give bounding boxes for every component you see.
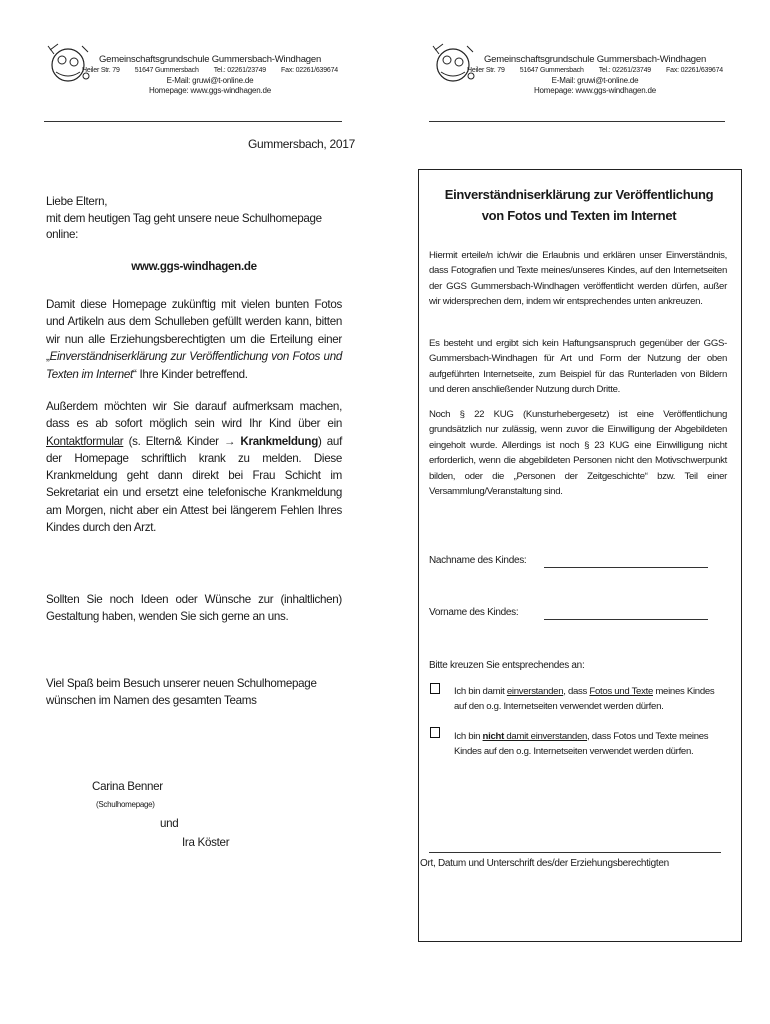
- school-tel: Tel.: 02261/23749: [213, 67, 266, 74]
- sick-note-link[interactable]: Krankmeldung: [240, 434, 318, 448]
- form-para-liability: Es besteht und ergibt sich kein Haftungsanspruch gegenüber der GGS-Gummersbach-Windhagen für Art und Form der Nutzung der oben aufgeführten Internetseite, zum Beispiel für das Runterladen von Bildern und deren anschließender Nutzung durch Dritte.: [429, 338, 727, 396]
- letter-intro: [46, 194, 342, 244]
- school-fax: Fax: 02261/639674: [666, 67, 723, 74]
- school-fax: Fax: 02261/639674: [281, 67, 338, 74]
- school-address-row: [80, 66, 340, 76]
- refusal-checkbox[interactable]: [430, 727, 440, 738]
- opt1-text-a: Ich bin damit: [454, 686, 507, 697]
- p1-emphasis: Einverständniserklärung zur Veröffentlichung von Fotos und Texten im Internet: [46, 350, 342, 381]
- school-email: E-Mail: gruwi@t-online.de: [551, 76, 639, 85]
- school-city: 51647 Gummersbach: [519, 67, 584, 74]
- signature-role-1: (Schulhomepage): [96, 800, 155, 809]
- intro-line: mit dem heutigen Tag geht unsere neue Schulhomepage online:: [46, 211, 322, 241]
- letter-header: [80, 54, 340, 96]
- opt2-text-a: Ich bin: [454, 731, 483, 742]
- opt2-text-b: , dass Fotos und Texte meines Kindes auf den o.g. Internetseiten verwendet werden dürfen.: [454, 731, 709, 758]
- school-name: Gemeinschaftsgrundschule Gummersbach-Windhagen: [98, 54, 322, 65]
- p1-text-b: “ Ihre Kinder betreffend.: [132, 367, 248, 381]
- school-street: Heiler Str. 79: [467, 67, 505, 74]
- paragraph-homepage: [46, 296, 342, 383]
- school-name: Gemeinschaftsgrundschule Gummersbach-Windhagen: [483, 54, 707, 65]
- header-divider: [429, 121, 725, 122]
- school-tel: Tel.: 02261/23749: [598, 67, 651, 74]
- signature-input-line[interactable]: [429, 852, 721, 853]
- consent-option-text: [454, 684, 726, 715]
- p2-text-c: ) auf der Homepage schriftlich krank zu melden. Diese Krankmeldung geht dann direkt bei Frau Schicht im Sekretariat ein und ersetzt eine telefonische Krankmeldung am Morgen, nicht aber ein Attest bei längerem Fehlen Ihres Kindes durch den Arzt.: [46, 434, 342, 535]
- firstname-label: Vorname des Kindes:: [429, 607, 519, 618]
- homepage-url[interactable]: www.ggs-windhagen.de: [131, 260, 257, 273]
- p1-text-a: Damit diese Homepage zukünftig mit vielen bunten Fotos und Artikeln aus dem Schulleben gefüllt werden kann, bitten wir nun alle Erziehungsberechtigten um die Erteilung einer „: [46, 298, 342, 364]
- contact-form-link[interactable]: Kontaktformular: [46, 434, 124, 448]
- school-homepage: Homepage: www.ggs-windhagen.de: [148, 86, 272, 95]
- p2-text-a: Außerdem möchten wir Sie darauf aufmerksam machen, dass es ab sofort möglich sein wird Ihr Kind über ein: [46, 400, 342, 431]
- school-homepage: Homepage: www.ggs-windhagen.de: [533, 86, 657, 95]
- signature-and: und: [160, 817, 179, 830]
- opt2-bold: nicht: [482, 731, 504, 742]
- form-title-line-2: von Fotos und Texten im Internet: [481, 208, 677, 223]
- place-date: Gummersbach, 2017: [248, 137, 355, 151]
- school-street: Heiler Str. 79: [82, 67, 120, 74]
- signature-name-2: Ira Köster: [182, 836, 230, 849]
- lastname-label: Nachname des Kindes:: [429, 555, 527, 566]
- opt1-text-c: meines Kindes auf den o.g. Internetseiten verwendet werden dürfen.: [454, 686, 715, 713]
- opt1-underline-1: einverstanden: [506, 686, 564, 697]
- salutation: Liebe Eltern,: [46, 195, 108, 208]
- paragraph-ideas: Sollten Sie noch Ideen oder Wünsche zur (inhaltlichen) Gestaltung haben, wenden Sie sich gerne an uns.: [46, 593, 342, 623]
- signature-name-1: Carina Benner: [92, 780, 163, 793]
- p2-text-b: (s. Eltern& Kinder →: [123, 434, 241, 448]
- form-para-law: Noch § 22 KUG (Kunsturhebergesetz) ist eine Veröffentlichung grundsätzlich nur zulässig, wenn zuvor die Einwilligung der Abgebildeten eingeholt wurde. Allerdings ist noch § 23 KUG eine Einwilligung nicht erforderlich, wenn die abgebildeten Personen nicht den Motivschwerpunkt bilden, oder die „Personen der Zeitgeschichte“ bzw. Teil einer Versammlung/Veranstaltung sind.: [429, 409, 727, 498]
- lastname-input-line[interactable]: [544, 567, 708, 568]
- check-prompt: Bitte kreuzen Sie entsprechendes an:: [429, 660, 585, 671]
- header-divider: [44, 121, 342, 122]
- signature-label: Ort, Datum und Unterschrift des/der Erziehungsberechtigten: [420, 858, 669, 869]
- form-header: [465, 54, 725, 96]
- form-title: [418, 184, 740, 226]
- opt1-underline-2: Fotos und Texte: [589, 686, 653, 697]
- consent-checkbox[interactable]: [430, 683, 440, 694]
- school-city: 51647 Gummersbach: [134, 67, 199, 74]
- paragraph-closing: Viel Spaß beim Besuch unserer neuen Schulhomepage wünschen im Namen des gesamten Teams: [46, 677, 317, 707]
- school-email: E-Mail: gruwi@t-online.de: [166, 76, 254, 85]
- form-title-line-1: Einverständniserklärung zur Veröffentlichung: [444, 187, 714, 202]
- opt2-underline: damit einverstanden: [503, 731, 588, 742]
- paragraph-sick-note: [46, 398, 342, 536]
- refusal-option-text: [454, 729, 726, 760]
- opt1-text-b: , dass: [563, 686, 590, 697]
- firstname-input-line[interactable]: [544, 619, 708, 620]
- form-para-consent: Hiermit erteile/n ich/wir die Erlaubnis und erklären unser Einverständnis, dass Fotografien und Texte meines/unseres Kindes, auf den Internetseiten der GGS Gummersbach-Windhagen veröffentlicht werden dürfen, außer wir widersprechen dem, indem wir entsprechendes unten ankreuzen.: [429, 250, 727, 308]
- school-address-row: [465, 66, 725, 76]
